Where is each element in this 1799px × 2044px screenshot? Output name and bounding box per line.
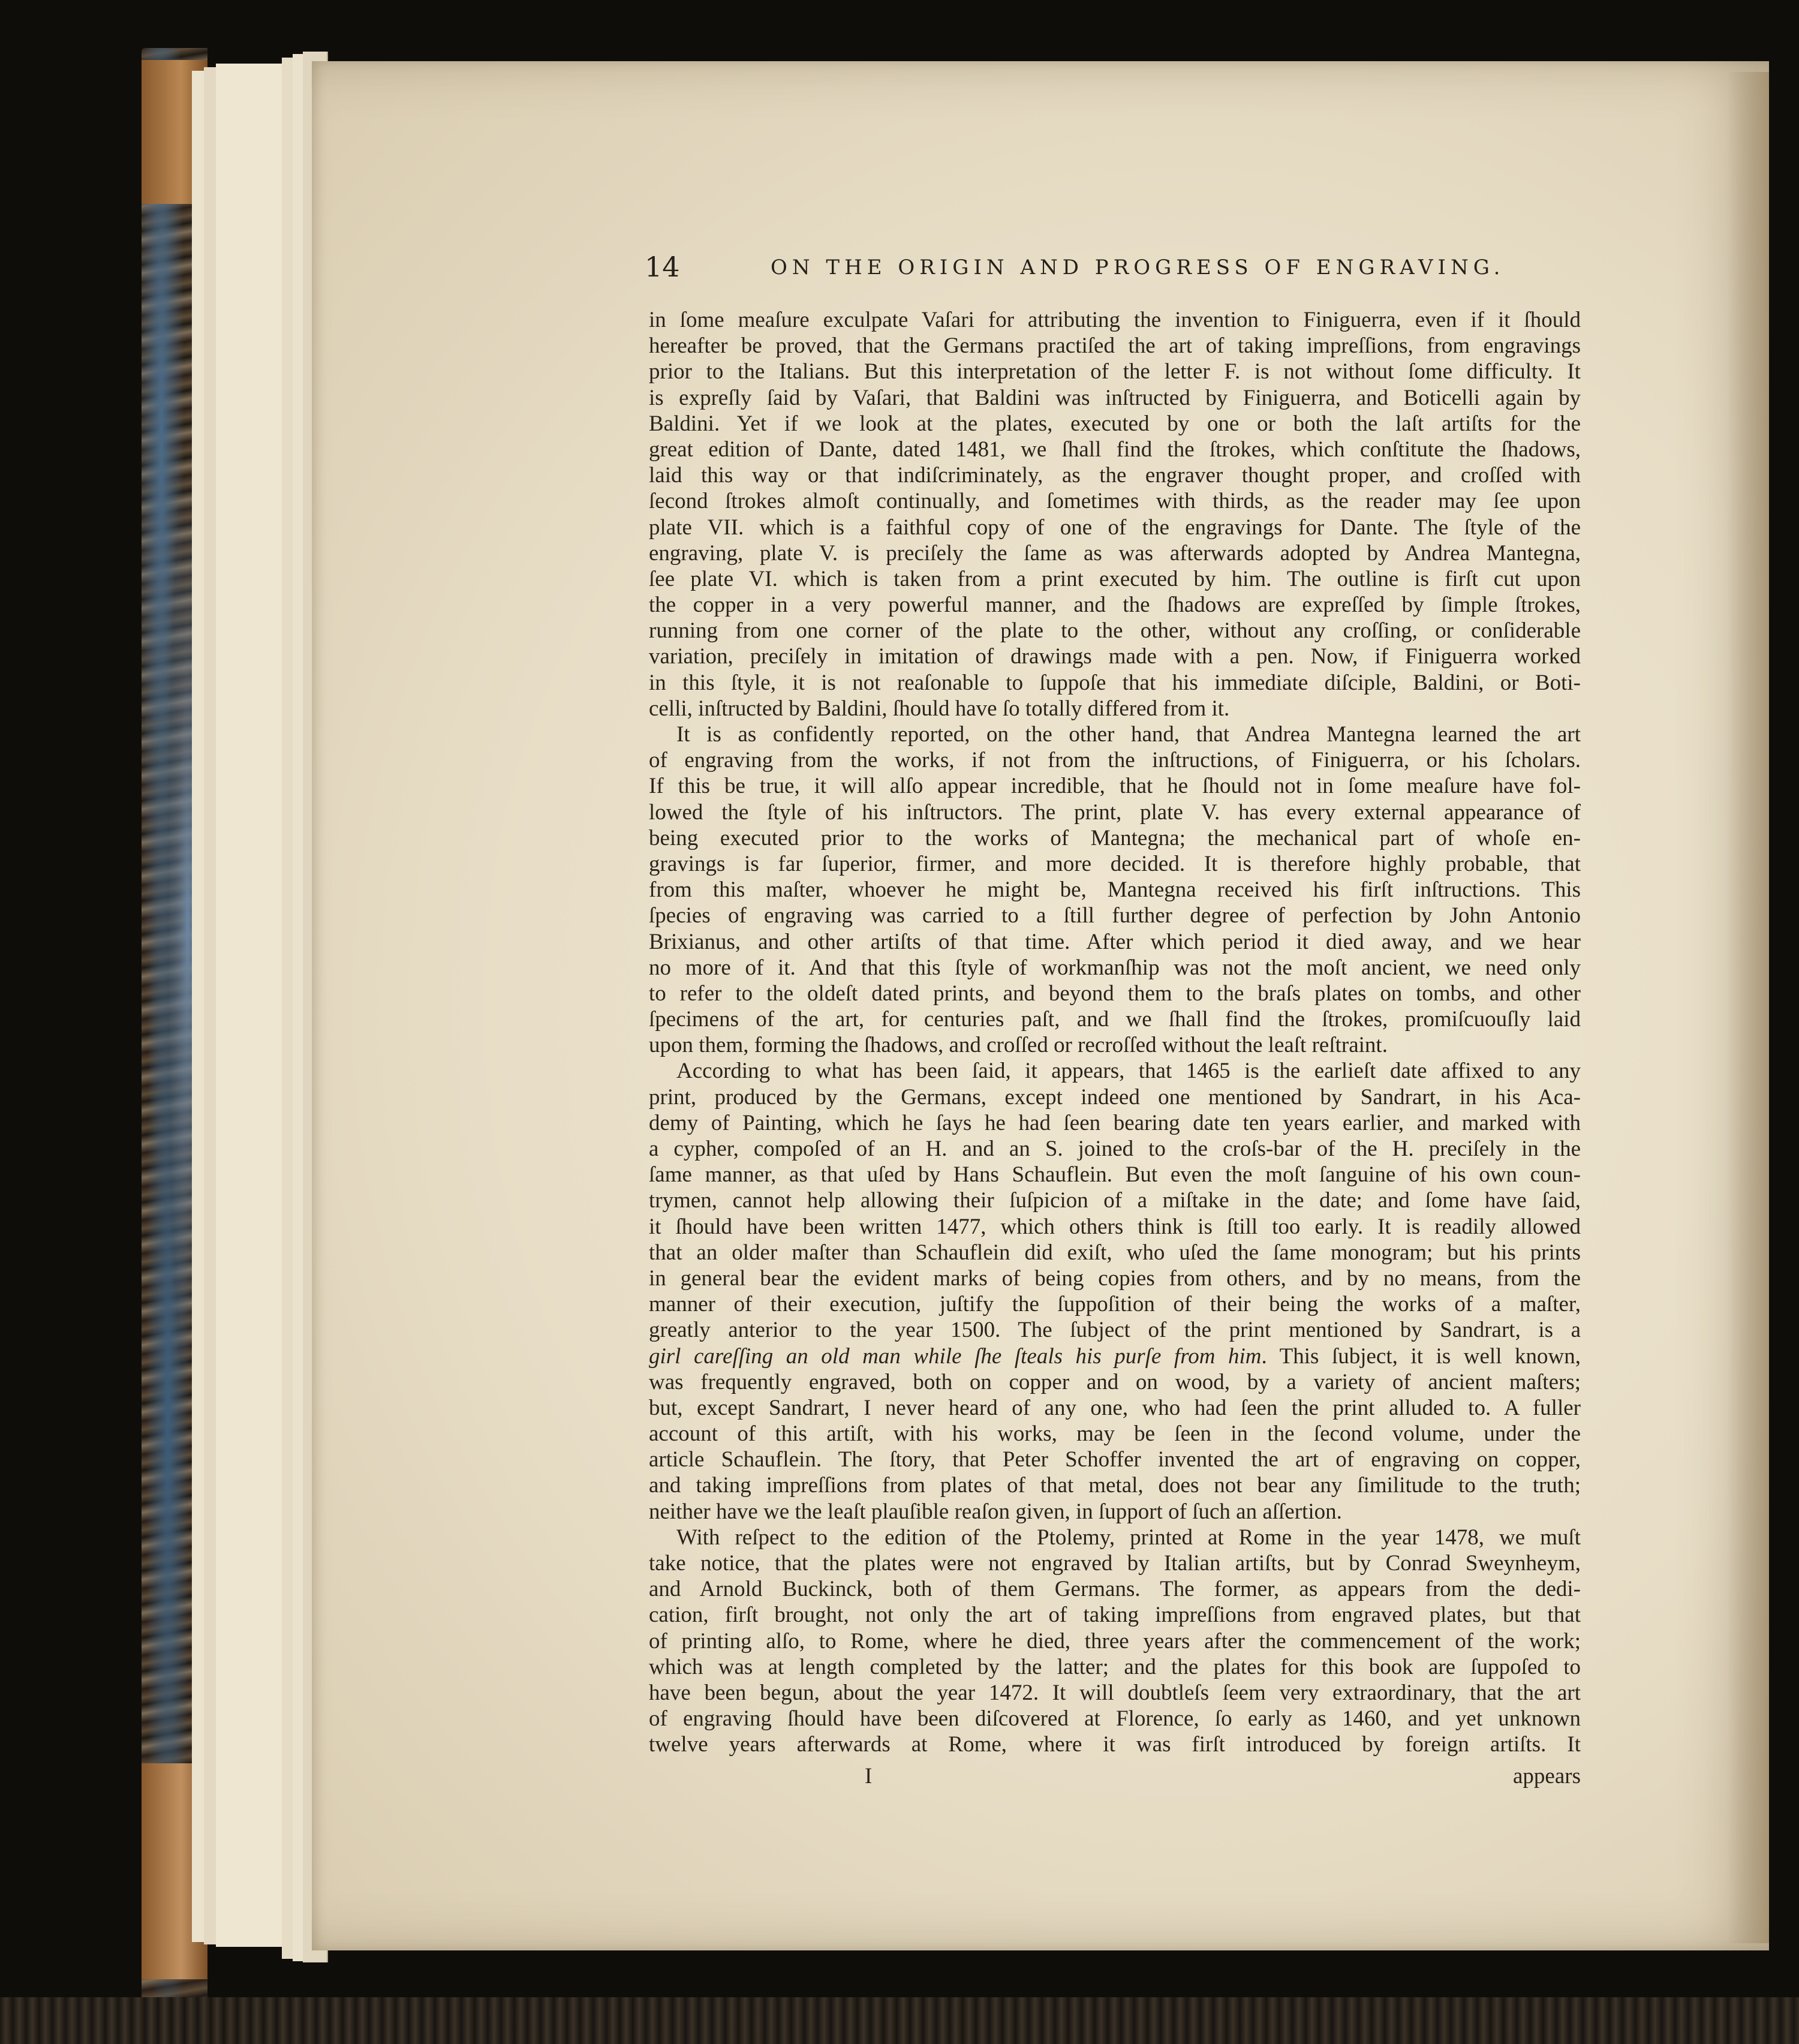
page-footer bbox=[649, 1763, 1581, 1790]
text-line: in this ſtyle, it is not reaſonable to ſuppoſe that his immediate diſciple, Baldini, or Boti- bbox=[649, 670, 1581, 695]
text-line: have been begun, about the year 1472. It will doubtleſs ſeem very extraordinary, that the art bbox=[649, 1680, 1581, 1705]
text-line: a cypher, compoſed of an H. and an S. joined to the croſs-bar of the H. preciſely in the bbox=[649, 1137, 1581, 1161]
text-line: gravings is far ſuperior, firmer, and more decided. It is therefore highly probable, that bbox=[649, 851, 1581, 876]
text-line: With reſpect to the edition of the Ptolemy, printed at Rome in the year 1478, we muſt bbox=[676, 1525, 1581, 1550]
page-curl-shadow bbox=[1727, 72, 1769, 1943]
text-line-italic: girl careſſing an old man while ſhe ſteals his purſe from him. This ſubject, it is well known, bbox=[649, 1343, 1581, 1369]
catchword: appears bbox=[1513, 1764, 1581, 1789]
text-line: twelve years afterwards at Rome, where it was firſt introduced by foreign artiſts. It bbox=[649, 1732, 1581, 1757]
text-line: and taking impreſſions from plates of that metal, does not bear any ſimilitude to the truth; bbox=[649, 1473, 1581, 1498]
text-line: but, except Sandrart, I never heard of any one, who had ſeen the print alluded to. A fuller bbox=[649, 1395, 1581, 1420]
text-line: print, produced by the Germans, except indeed one mentioned by Sandrart, in his Aca- bbox=[649, 1084, 1581, 1110]
text-line: in general bear the evident marks of being copies from others, and by no means, from the bbox=[649, 1266, 1581, 1291]
text-line: take notice, that the plates were not engraved by Italian artiſts, but by Conrad Sweynheym, bbox=[649, 1551, 1581, 1576]
running-title: ON THE ORIGIN AND PROGRESS OF ENGRAVING. bbox=[771, 256, 1505, 279]
text-line: was frequently engraved, both on copper and on wood, by a variety of ancient maſters; bbox=[649, 1369, 1581, 1394]
text-line: engraving, plate V. is preciſely the ſame as was afterwards adopted by Andrea Mantegna, bbox=[649, 540, 1581, 566]
text-line: of engraving from the works, if not from the inſtructions, of Finiguerra, or his ſcholars. bbox=[649, 748, 1581, 773]
text-line: Brixianus, and other artiſts of that time. After which period it died away, and we hear bbox=[649, 929, 1581, 954]
text-line: and Arnold Buckinck, both of them Germans. The former, as appears from the dedi- bbox=[649, 1577, 1581, 1602]
scan-background-strip bbox=[0, 1997, 1799, 2044]
text-line: ſecond ſtrokes almoſt continually, and ſometimes with thirds, as the reader may ſee upon bbox=[649, 489, 1581, 514]
text-line: of engraving ſhould have been diſcovered at Florence, ſo early as 1460, and yet unknown bbox=[649, 1706, 1581, 1732]
text-line: account of this artiſt, with his works, may be ſeen in the ſecond volume, under the bbox=[649, 1421, 1581, 1447]
page-number: 14 bbox=[645, 251, 680, 283]
text-line: from this maſter, whoever he might be, Mantegna received his firſt inſtructions. This bbox=[649, 877, 1581, 903]
text-line: great edition of Dante, dated 1481, we ſhall find the ſtrokes, which conſtitute the ſhadows, bbox=[649, 437, 1581, 462]
running-head bbox=[645, 251, 1592, 289]
text-line: ſpecies of engraving was carried to a ſtill further degree of perfection by John Antonio bbox=[649, 903, 1581, 928]
text-line: upon them, forming the ſhadows, and croſſed or recroſſed without the leaſt reſtraint. bbox=[649, 1033, 1388, 1058]
text-line: ſame manner, as that uſed by Hans Schauflein. But even the moſt ſanguine of his own coun- bbox=[649, 1162, 1581, 1188]
text-line: demy of Painting, which he ſays he had ſeen bearing date ten years earlier, and marked with bbox=[649, 1110, 1581, 1135]
text-line: If this be true, it will alſo appear incredible, that he ſhould not in ſome meaſure have fol- bbox=[649, 774, 1581, 799]
text-line: celli, inſtructed by Baldini, ſhould have ſo totally differed from it. bbox=[649, 696, 1230, 721]
text-line: no more of it. And that this ſtyle of workmanſhip was not the moſt ancient, we need only bbox=[649, 955, 1581, 980]
text-line: plate VII. which is a faithful copy of one of the engravings for Dante. The ſtyle of the bbox=[649, 515, 1581, 540]
text-line: prior to the Italians. But this interpretation of the letter F. is not without ſome difficulty. It bbox=[649, 359, 1581, 384]
text-line: manner of their execution, juſtify the ſuppoſition of their being the works of a maſter, bbox=[649, 1292, 1581, 1317]
text-line: hereafter be proved, that the Germans practiſed the art of taking impreſſions, from engravings bbox=[649, 333, 1581, 359]
text-line: laid this way or that indiſcriminately, as the engraver thought proper, and croſſed with bbox=[649, 463, 1581, 488]
text-line: lowed the ſtyle of his inſtructors. The print, plate V. has every external appearance of bbox=[649, 799, 1581, 825]
text-line: neither have we the leaſt plauſible reaſon given, in ſupport of ſuch an aſſertion. bbox=[649, 1499, 1342, 1524]
text-line: the copper in a very powerful manner, and the ſhadows are expreſſed by ſimple ſtrokes, bbox=[649, 593, 1581, 618]
text-line: it ſhould have been written 1477, which others think is ſtill too early. It is readily allowed bbox=[649, 1214, 1581, 1239]
text-line: variation, preciſely in imitation of drawings made with a pen. Now, if Finiguerra worked bbox=[649, 644, 1581, 669]
text-line: in ſome meaſure exculpate Vaſari for attributing the invention to Finiguerra, even if it ſhould bbox=[649, 308, 1581, 332]
text-line: of printing alſo, to Rome, where he died, three years after the commencement of the work; bbox=[649, 1628, 1581, 1654]
text-line: greatly anterior to the year 1500. The ſubject of the print mentioned by Sandrart, is a bbox=[649, 1318, 1581, 1343]
text-line: According to what has been ſaid, it appears, that 1465 is the earlieſt date affixed to any bbox=[676, 1059, 1581, 1084]
text-line: ſpecimens of the art, for centuries paſt, and we ſhall find the ſtrokes, promiſcuouſly laid bbox=[649, 1007, 1581, 1032]
text-line: to refer to the oldeſt dated prints, and beyond them to the braſs plates on tombs, and other bbox=[649, 981, 1581, 1006]
text-line: being executed prior to the works of Mantegna; the mechanical part of whoſe en- bbox=[649, 825, 1581, 850]
text-line: which was at length completed by the latter; and the plates for this book are ſuppoſed to bbox=[649, 1654, 1581, 1679]
text-line: ſee plate VI. which is taken from a print executed by him. The outline is firſt cut upon bbox=[649, 566, 1581, 591]
text-line: trymen, cannot help allowing their ſuſpicion of a miſtake in the date; and ſome have ſaid, bbox=[649, 1188, 1581, 1213]
signature-mark: I bbox=[865, 1764, 873, 1789]
text-line: Baldini. Yet if we look at the plates, executed by one or both the laſt artiſts for the bbox=[649, 411, 1581, 436]
text-line: It is as confidently reported, on the other hand, that Andrea Mantegna learned the art bbox=[676, 722, 1581, 747]
text-line: is expreſly ſaid by Vaſari, that Baldini was inſtructed by Finiguerra, and Boticelli again by bbox=[649, 385, 1581, 410]
text-line: running from one corner of the plate to the other, without any croſſing, or conſiderable bbox=[649, 618, 1581, 644]
text-line: cation, firſt brought, not only the art of taking impreſſions from engraved plates, but that bbox=[649, 1603, 1581, 1628]
body-text bbox=[649, 307, 1581, 1758]
text-line: that an older maſter than Schauflein did exiſt, who uſed the ſame monogram; but his prints bbox=[649, 1240, 1581, 1265]
text-line: article Schauflein. The ſtory, that Peter Schoffer invented the art of engraving on copper, bbox=[649, 1447, 1581, 1472]
